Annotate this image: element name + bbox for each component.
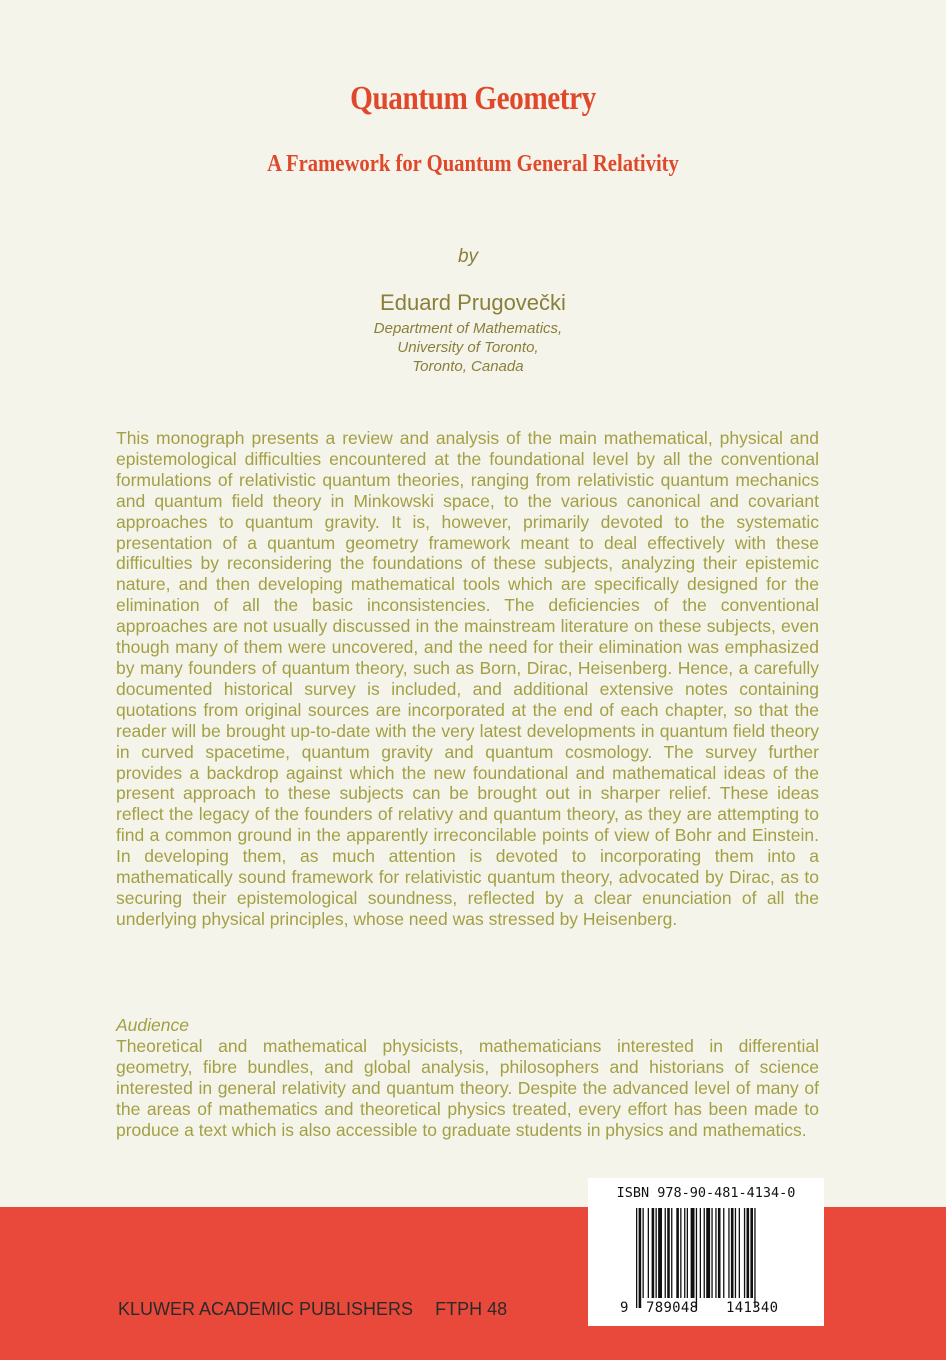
isbn-label: ISBN 978-90-481-4134-0: [616, 1185, 796, 1201]
barcode-bar: [706, 1208, 710, 1298]
book-description: This monograph presents a review and analysis of the main mathematical, physical and epistemological difficulties encountered at the foundational level by all the conventional formulations of relativistic quantum theories, ranging from relativistic quantum mechanics and quantum field theory in Minkowski space, to the various canonical and covariant approaches to quantum gravity. It is, however, primarily devoted to the systematic presentation of a quantum geometry framework meant to deal effectively with these difficulties by reconsidering the foundations of these subjects, analyzing their epistemic nature, and then developing mathematical tools which are specifically designed for the elimination of all the basic inconsistencies. The deficiencies of the conventional approaches are not usually discussed in the mainstream literature on these subjects, even though many of them were uncovered, and the need for their elimination was emphasized by many founders of quantum theory, such as Born, Dirac, Heisenberg. Hence, a carefully documented historical survey is included, and additional extensive notes containing quotations from original sources are incorporated at the end of each chapter, so that the reader will be brought up-to-date with the very latest developments in quantum field theory in curved spacetime, quantum gravity and quantum cosmology. The survey further provides a backdrop against which the new foundational and mathematical ideas of the present approach to these subjects can be brought out in sharper relief. These ideas reflect the legacy of the founders of relativy and quantum theory, as they are attempting to find a common ground in the apparently irreconcilable points of view of Bohr and Einstein. In developing them, as much attention is devoted to incorporating them into a mathematically sound framework for relativistic quantum theory, advocated by Dirac, as to securing their epistemological soundness, reflected by a clear enunciation of all the underlying physical principles, whose need was stressed by Heisenberg.: [116, 428, 819, 929]
author-affiliation: [0, 319, 936, 376]
audience-text: Theoretical and mathematical physicists, mathematicians interested in differential geometry, fibre bundles, and global analysis, philosophers and historians of science interested in general relativity and quantum theory. Despite the advanced level of many of the areas of mathematics and theoretical physics treated, every effort has been made to produce a text which is also accessible to graduate students in physics and mathematics.: [116, 1036, 819, 1140]
barcode-bar: [676, 1208, 679, 1298]
affiliation-line: University of Toronto,: [397, 339, 539, 356]
barcode-bar: [744, 1208, 745, 1298]
barcode-bar: [643, 1208, 644, 1298]
series-code: FTPH 48: [435, 1299, 508, 1319]
barcode-bar: [731, 1208, 734, 1298]
barcode-bar: [739, 1208, 740, 1298]
barcode-bar: [691, 1208, 695, 1298]
publisher-name: KLUWER ACADEMIC PUBLISHERS: [118, 1299, 414, 1319]
affiliation-line: Department of Mathematics,: [373, 320, 563, 337]
barcode-bar: [723, 1208, 724, 1298]
barcode-bar: [754, 1208, 755, 1308]
barcode-bar: [671, 1208, 672, 1298]
by-label: by: [457, 246, 479, 267]
barcode-box: [588, 1178, 824, 1326]
affiliation-line: Toronto, Canada: [412, 358, 524, 375]
barcode-bar: [735, 1208, 736, 1298]
barcode-bar: [687, 1208, 688, 1298]
barcode-bar: [658, 1208, 662, 1298]
barcode-bar: [684, 1208, 685, 1298]
barcode-bar: [718, 1208, 721, 1298]
barcode-bar: [656, 1208, 657, 1298]
barcode-bar: [652, 1208, 655, 1298]
barcode-digits-right: 141340: [726, 1300, 779, 1316]
barcode-icon: [636, 1208, 816, 1308]
barcode-bar: [715, 1208, 716, 1298]
book-title: Quantum Geometry: [350, 80, 596, 117]
publisher-line: [118, 1299, 507, 1320]
barcode-digits-left: 789048: [646, 1300, 699, 1316]
barcode-bar: [750, 1208, 753, 1298]
barcode-bar: [665, 1208, 666, 1298]
book-subtitle: A Framework for Quantum General Relativity: [267, 151, 679, 177]
author-name: Eduard Prugovečki: [380, 290, 566, 315]
barcode-bar: [639, 1208, 642, 1308]
barcode-bar: [728, 1208, 729, 1298]
barcode-bar: [696, 1208, 697, 1308]
barcode-bar: [680, 1208, 681, 1298]
barcode-bar: [636, 1208, 637, 1308]
barcode-digit-first: 9: [620, 1300, 629, 1316]
barcode-bar: [704, 1208, 705, 1298]
audience-heading: Audience: [116, 1015, 189, 1035]
barcode-bar: [667, 1208, 670, 1298]
barcode-bar: [711, 1208, 712, 1298]
barcode-bar: [747, 1208, 750, 1298]
barcode-bar: [700, 1208, 701, 1298]
barcode-bar: [648, 1208, 649, 1298]
